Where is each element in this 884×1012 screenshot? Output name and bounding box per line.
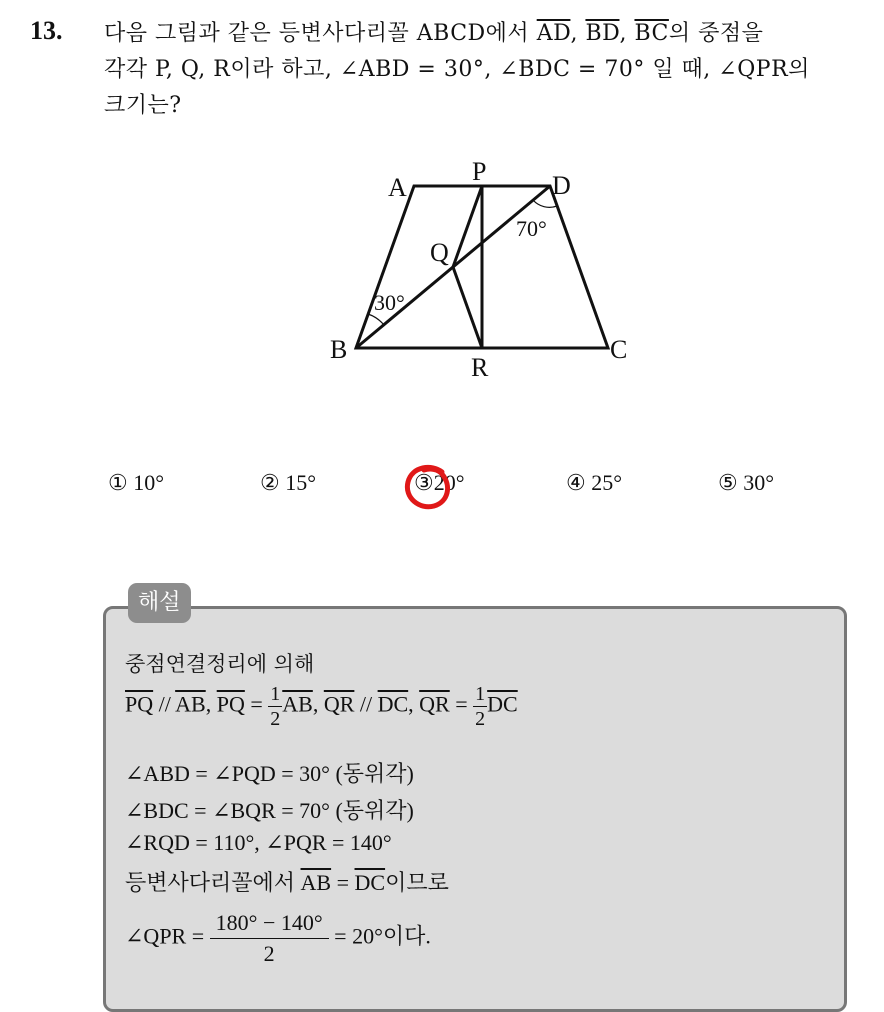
fraction-half [268, 682, 282, 731]
segment-ab: $\overline{AB}$ [300, 870, 332, 895]
parallel-sign: // [153, 691, 176, 717]
solution-line-7 [125, 908, 431, 969]
question-line-3: 크기는? [104, 93, 182, 118]
segment-ad: $\overline{AD}$ [536, 21, 571, 46]
choice-value: 25° [591, 470, 623, 495]
choice-5[interactable] [718, 470, 774, 496]
fraction-angle [210, 908, 329, 969]
segment-dc: $\overline{DC}$ [354, 870, 386, 895]
answer-choices [108, 470, 848, 510]
label-q: Q [430, 238, 449, 267]
solution-line-4: ∠BDC = ∠BQR = 70° (동위각) [125, 798, 414, 823]
choice-1[interactable] [108, 470, 164, 496]
label-p: P [472, 157, 487, 186]
choice-number: ③ [414, 470, 434, 495]
separator: , [205, 691, 217, 717]
solution-line-7-text: ∠QPR = [125, 923, 210, 949]
fraction-denominator: 2 [270, 708, 281, 730]
angle-arc-b [368, 314, 384, 325]
equals-sign: = [449, 691, 474, 717]
segment-ab: $\overline{AB}$ [175, 691, 206, 717]
separator: , [408, 691, 420, 717]
segment-qr: $\overline{QR}$ [323, 691, 355, 717]
fraction-denominator: 2 [263, 941, 275, 966]
fraction-numerator: 1 [475, 683, 486, 705]
angle-label-d: 70° [516, 216, 547, 241]
answer-mark-circle [402, 460, 456, 514]
trapezoid-figure [320, 150, 650, 390]
label-a: A [388, 173, 407, 202]
choice-value: 20° [433, 470, 465, 495]
separator: , [570, 21, 586, 46]
solution-line-1: 중점연결정리에 의해 [125, 652, 315, 676]
solution-line-6 [125, 866, 449, 897]
question-text [104, 16, 874, 124]
fraction-denominator: 2 [475, 708, 486, 730]
choice-value: 10° [133, 470, 165, 495]
question-line-1-end: 의 중점을 [668, 21, 764, 46]
fraction-numerator: 180° − 140° [210, 908, 329, 939]
label-d: D [552, 171, 571, 200]
solution-line-7-end: = 20°이다. [328, 923, 431, 949]
solution-line-3: ∠ABD = ∠PQD = 30° (동위각) [125, 761, 414, 786]
segment-dc: $\overline{DC}$ [487, 691, 518, 717]
segment-bd: $\overline{BD}$ [585, 21, 620, 46]
segment-dc: $\overline{DC}$ [377, 691, 409, 717]
angle-arc-d [533, 200, 557, 207]
question-number: 13. [30, 16, 63, 45]
label-c: C [610, 335, 628, 364]
choice-4[interactable] [566, 470, 622, 496]
segment-qr [453, 267, 482, 348]
segment-ab: $\overline{AB}$ [282, 691, 313, 717]
equals-sign: = [331, 870, 355, 895]
parallel-sign: // [354, 691, 378, 717]
label-r: R [471, 353, 489, 382]
fraction-half [473, 682, 487, 731]
choice-number: ① [108, 470, 128, 495]
segment-qr: $\overline{QR}$ [419, 691, 450, 717]
question-line-2: 각각 P, Q, R이라 하고, ∠ABD = 30°, ∠BDC = 70° 일 때, ∠QPR의 [104, 57, 810, 82]
choice-number: ② [260, 470, 280, 495]
separator: , [312, 691, 324, 717]
choice-number: ④ [566, 470, 586, 495]
choice-value: 30° [743, 470, 775, 495]
question-line-1-text: 다음 그림과 같은 등변사다리꼴 ABCD에서 [104, 21, 537, 46]
segment-pq: $\overline{PQ}$ [216, 691, 245, 717]
segment-bc: $\overline{BC}$ [634, 21, 669, 46]
label-b: B [330, 335, 348, 364]
solution-line-5: ∠RQD = 110°, ∠PQR = 140° [125, 830, 392, 855]
solution-line-2 [125, 682, 518, 731]
separator: , [619, 21, 635, 46]
choice-2[interactable] [260, 470, 316, 496]
solution-line-6-end: 이므로 [385, 870, 449, 895]
choice-number: ⑤ [718, 470, 738, 495]
solution-line-6-text: 등변사다리꼴에서 [125, 870, 301, 895]
question-line-1 [104, 16, 874, 52]
choice-value: 15° [285, 470, 317, 495]
equals-sign: = [244, 691, 269, 717]
fraction-numerator: 1 [270, 683, 281, 705]
solution-tab: 해설 [128, 583, 191, 623]
segment-pq: $\overline{PQ}$ [125, 691, 154, 717]
angle-label-b: 30° [374, 290, 405, 315]
